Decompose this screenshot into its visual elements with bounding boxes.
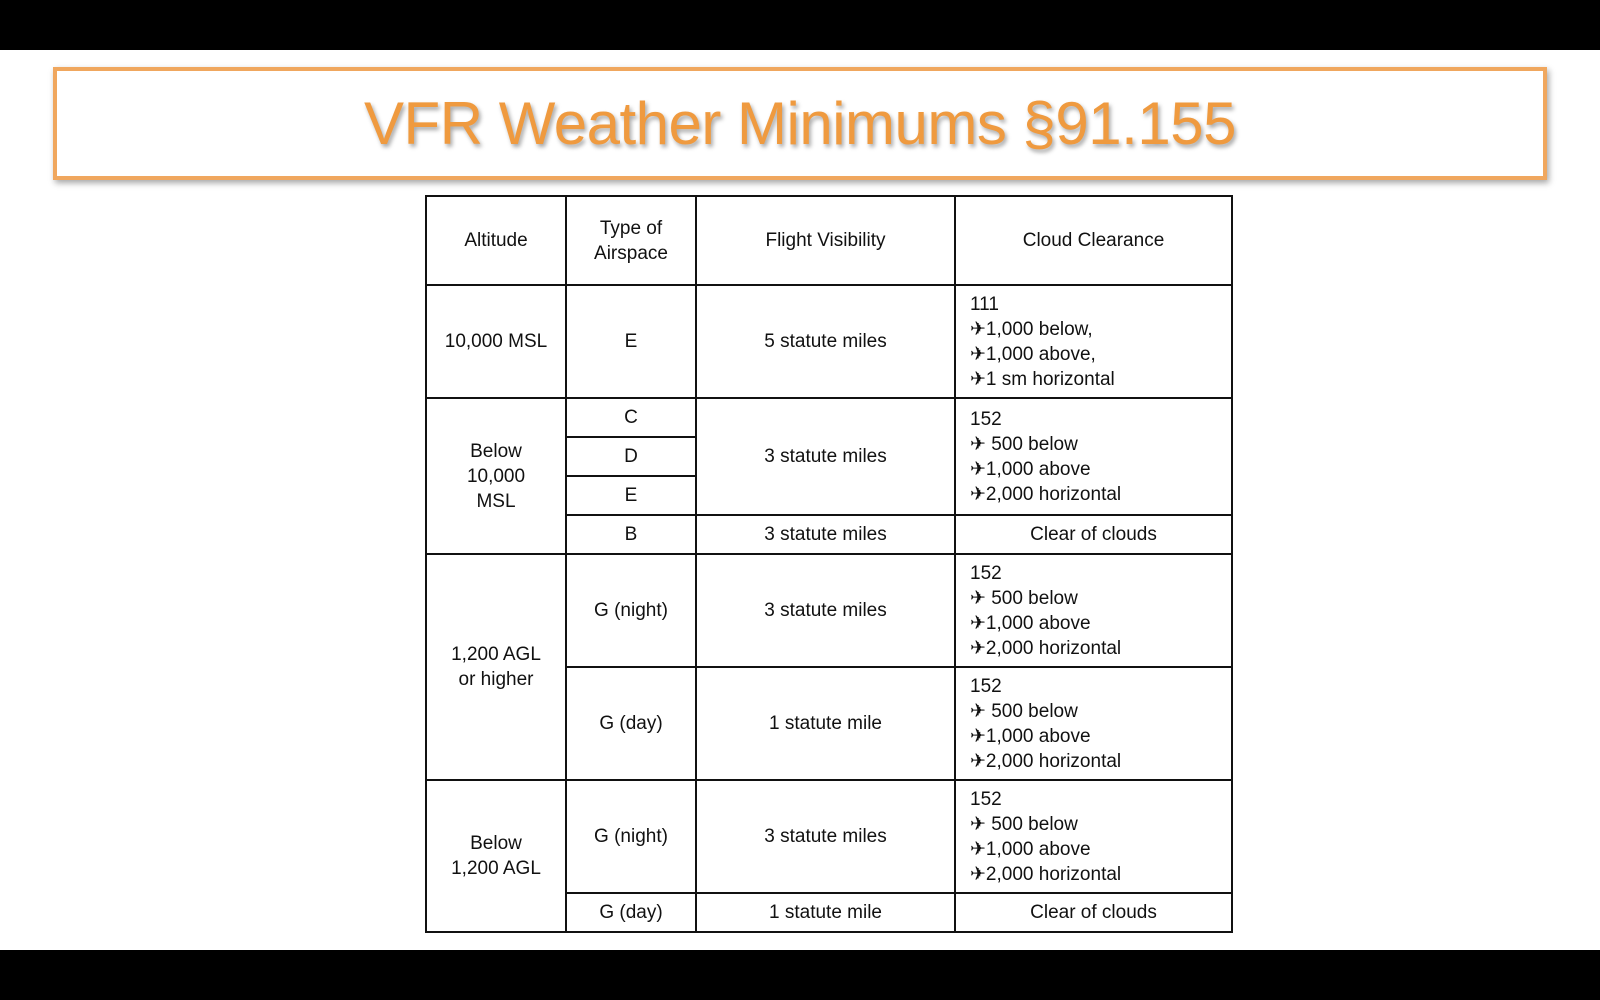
header-clearance: Cloud Clearance — [955, 196, 1232, 285]
clearance-line: ✈1,000 above — [970, 725, 1091, 747]
clearance-cell — [955, 667, 1232, 780]
clearance-code: 152 — [970, 562, 1002, 584]
vfr-minimums-table — [425, 195, 1233, 933]
header-altitude: Altitude — [426, 196, 566, 285]
clearance-line: ✈1,000 below, — [970, 318, 1093, 340]
airplane-icon: ✈ — [970, 838, 986, 860]
clearance-cell: Clear of clouds — [955, 893, 1232, 932]
visibility-cell: 5 statute miles — [696, 285, 955, 398]
table-row — [426, 554, 1232, 667]
airplane-icon: ✈ — [970, 700, 986, 722]
airplane-icon: ✈ — [970, 318, 986, 340]
clearance-line: ✈ 500 below — [970, 813, 1078, 835]
title-box — [53, 67, 1547, 180]
table-row — [426, 398, 1232, 437]
airplane-icon: ✈ — [970, 813, 986, 835]
airspace-cell: C — [566, 398, 696, 437]
clearance-line: ✈1,000 above, — [970, 343, 1096, 365]
altitude-cell: 1,200 AGL or higher — [426, 554, 566, 780]
clearance-line: ✈ 500 below — [970, 433, 1078, 455]
clearance-line: ✈1 sm horizontal — [970, 368, 1115, 390]
clearance-line: ✈2,000 horizontal — [970, 483, 1122, 505]
clearance-line: ✈1,000 above — [970, 458, 1091, 480]
airplane-icon: ✈ — [970, 368, 986, 390]
airspace-cell: B — [566, 515, 696, 554]
table-header-row — [426, 196, 1232, 285]
clearance-cell — [955, 780, 1232, 893]
clearance-line: ✈ 500 below — [970, 587, 1078, 609]
visibility-cell: 1 statute mile — [696, 667, 955, 780]
slide — [0, 50, 1600, 950]
clearance-line: ✈2,000 horizontal — [970, 637, 1122, 659]
clearance-code: 152 — [970, 408, 1002, 430]
clearance-cell: Clear of clouds — [955, 515, 1232, 554]
airplane-icon: ✈ — [970, 750, 986, 772]
clearance-line: ✈2,000 horizontal — [970, 750, 1122, 772]
airspace-cell: E — [566, 285, 696, 398]
airplane-icon: ✈ — [970, 637, 986, 659]
clearance-cell — [955, 285, 1232, 398]
airspace-cell: G (night) — [566, 780, 696, 893]
altitude-cell: Below 1,200 AGL — [426, 780, 566, 932]
airplane-icon: ✈ — [970, 612, 986, 634]
clearance-cell — [955, 398, 1232, 515]
slide-title: VFR Weather Minimums §91.155 — [364, 90, 1236, 157]
airplane-icon: ✈ — [970, 458, 986, 480]
clearance-line: ✈1,000 above — [970, 612, 1091, 634]
clearance-code: 152 — [970, 675, 1002, 697]
airplane-icon: ✈ — [970, 725, 986, 747]
clearance-cell — [955, 554, 1232, 667]
clearance-code: 152 — [970, 788, 1002, 810]
visibility-cell: 3 statute miles — [696, 398, 955, 515]
altitude-cell: Below 10,000 MSL — [426, 398, 566, 554]
airspace-cell: G (day) — [566, 667, 696, 780]
airplane-icon: ✈ — [970, 483, 986, 505]
visibility-cell: 3 statute miles — [696, 780, 955, 893]
clearance-line: ✈2,000 horizontal — [970, 863, 1122, 885]
clearance-code: 111 — [970, 293, 999, 315]
airplane-icon: ✈ — [970, 433, 986, 455]
airspace-cell: D — [566, 437, 696, 476]
airspace-cell: G (night) — [566, 554, 696, 667]
table-row — [426, 780, 1232, 893]
airspace-cell: G (day) — [566, 893, 696, 932]
airspace-cell: E — [566, 476, 696, 515]
header-airspace: Type of Airspace — [566, 196, 696, 285]
clearance-line: ✈ 500 below — [970, 700, 1078, 722]
airplane-icon: ✈ — [970, 863, 986, 885]
visibility-cell: 3 statute miles — [696, 554, 955, 667]
table-row — [426, 285, 1232, 398]
visibility-cell: 1 statute mile — [696, 893, 955, 932]
visibility-cell: 3 statute miles — [696, 515, 955, 554]
airplane-icon: ✈ — [970, 343, 986, 365]
airplane-icon: ✈ — [970, 587, 986, 609]
altitude-cell: 10,000 MSL — [426, 285, 566, 398]
header-visibility: Flight Visibility — [696, 196, 955, 285]
clearance-line: ✈1,000 above — [970, 838, 1091, 860]
